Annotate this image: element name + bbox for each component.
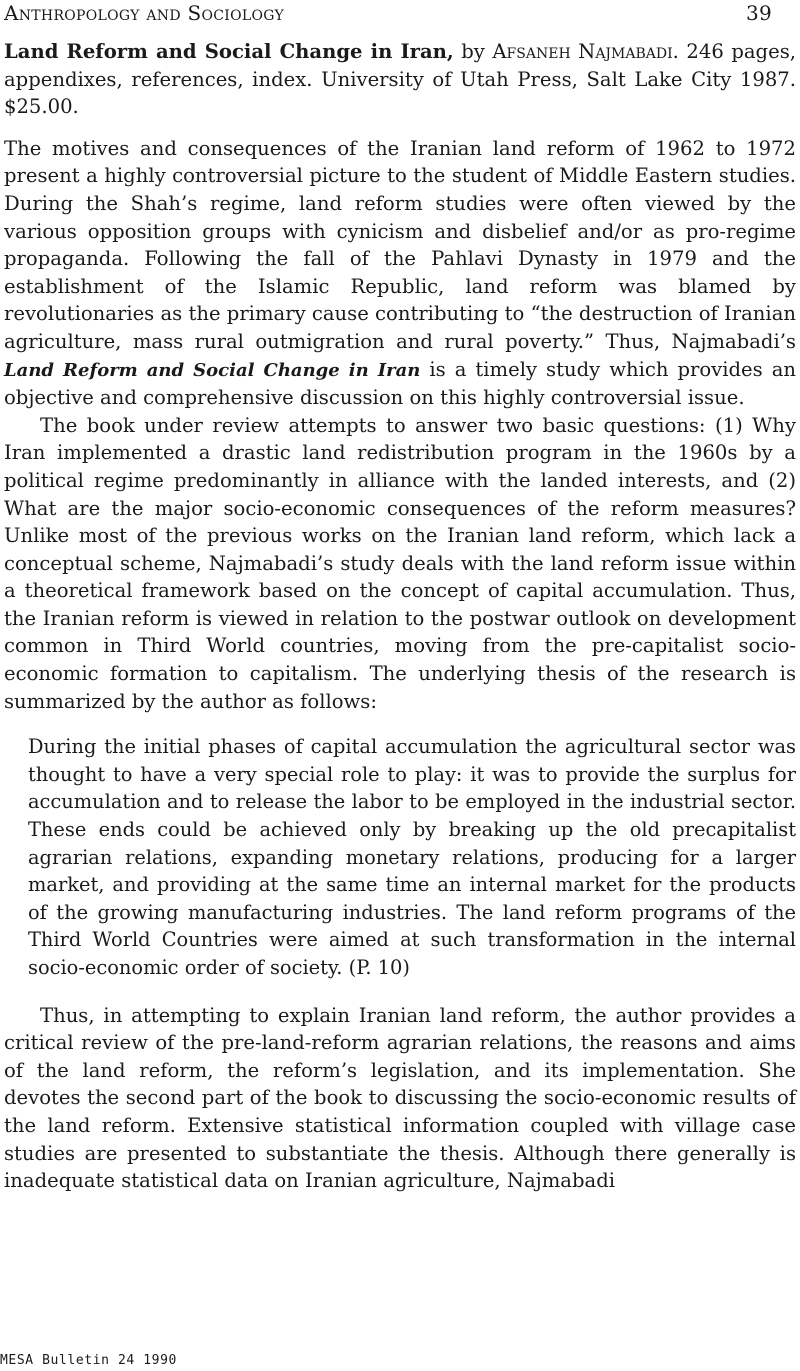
paragraph-2: The book under review attempts to answer two basic questions: (1) Why Iran implemented a drastic land redistribution program in the 1960s by a political regime predominantly in alliance with the landed interests, and (2) What are the major socio-economic consequences of the reform measures? Unlike most of the previous works on the Iranian land reform, which lack a conceptual scheme, Najmabadi’s study deals with the land reform issue within a theoretical framework based on the concept of capital accumulation. Thus, the Iranian reform is viewed in relation to the postwar outlook on development common in Third World countries, moving from the pre-capitalist socio-economic formation to capitalism. The underlying thesis of the research is summarized by the author as follows: <box>4 413 796 713</box>
paragraph-1 <box>4 135 796 412</box>
book-author: Afsaneh Najmabadi. <box>492 40 679 63</box>
running-head <box>4 0 772 26</box>
page-number: 39 <box>745 1 772 25</box>
block-quote: During the initial phases of capital accumulation the agricultural sector was thought to have a very special role to play: it was to provide the surplus for accumulation and to release the labor to be employed in the industrial sector. These ends could be achieved only by breaking up the old precapitalist agrarian relations, expanding monetary relations, producing for a larger market, and providing at the same time an internal market for the products of the growing manufacturing industries. The land reform programs of the Third World Countries were aimed at such transformation in the internal socio-economic order of society. (P. 10) <box>28 735 796 979</box>
review-body <box>4 38 796 1195</box>
book-title: Land Reform and Social Change in Iran, <box>4 40 454 63</box>
paragraph-3: Thus, in attempting to explain Iranian land reform, the author provides a critical review of the pre-land-reform agrarian relations, the reasons and aims of the land reform, the reform’s legislation, and its implementation. She devotes the second part of the book to discussing the socio-economic results of the land reform. Extensive statistical information coupled with village case studies are presented to substantiate the thesis. Although there generally is inadequate statistical data on Iranian agriculture, Najmabadi <box>4 1003 796 1193</box>
book-citation <box>4 38 796 121</box>
paragraph-1-text-end: is a timely study which provides an objective and comprehensive discussion on this highly controversial issue. <box>4 357 796 410</box>
journal-footer: MESA Bulletin 24 1990 <box>0 1353 177 1368</box>
section-title: Anthropology and Sociology <box>4 1 285 25</box>
paragraph-1-italic-title: Land Reform and Social Change in Iran <box>4 359 421 381</box>
by-word: by <box>461 40 485 63</box>
paragraph-1-text-start: The motives and consequences of the Iranian land reform of 1962 to 1972 present a highly controversial picture to the student of Middle Eastern studies. During the Shah’s regime, land reform studies were often viewed by the various opposition groups with cynicism and disbelief and/or as pro-regime propaganda. Following the fall of the Pahlavi Dynasty in 1979 and the establishment of the Islamic Republic, land reform was blamed by revolutionaries as the primary cause contributing to “the destruction of Iranian agriculture, mass rural outmigration and rural poverty.” Thus, Najmabadi’s <box>4 136 796 353</box>
book-details: 246 pages, appendixes, references, index. University of Utah Press, Salt Lake City 1987. $25.00. <box>4 40 796 119</box>
